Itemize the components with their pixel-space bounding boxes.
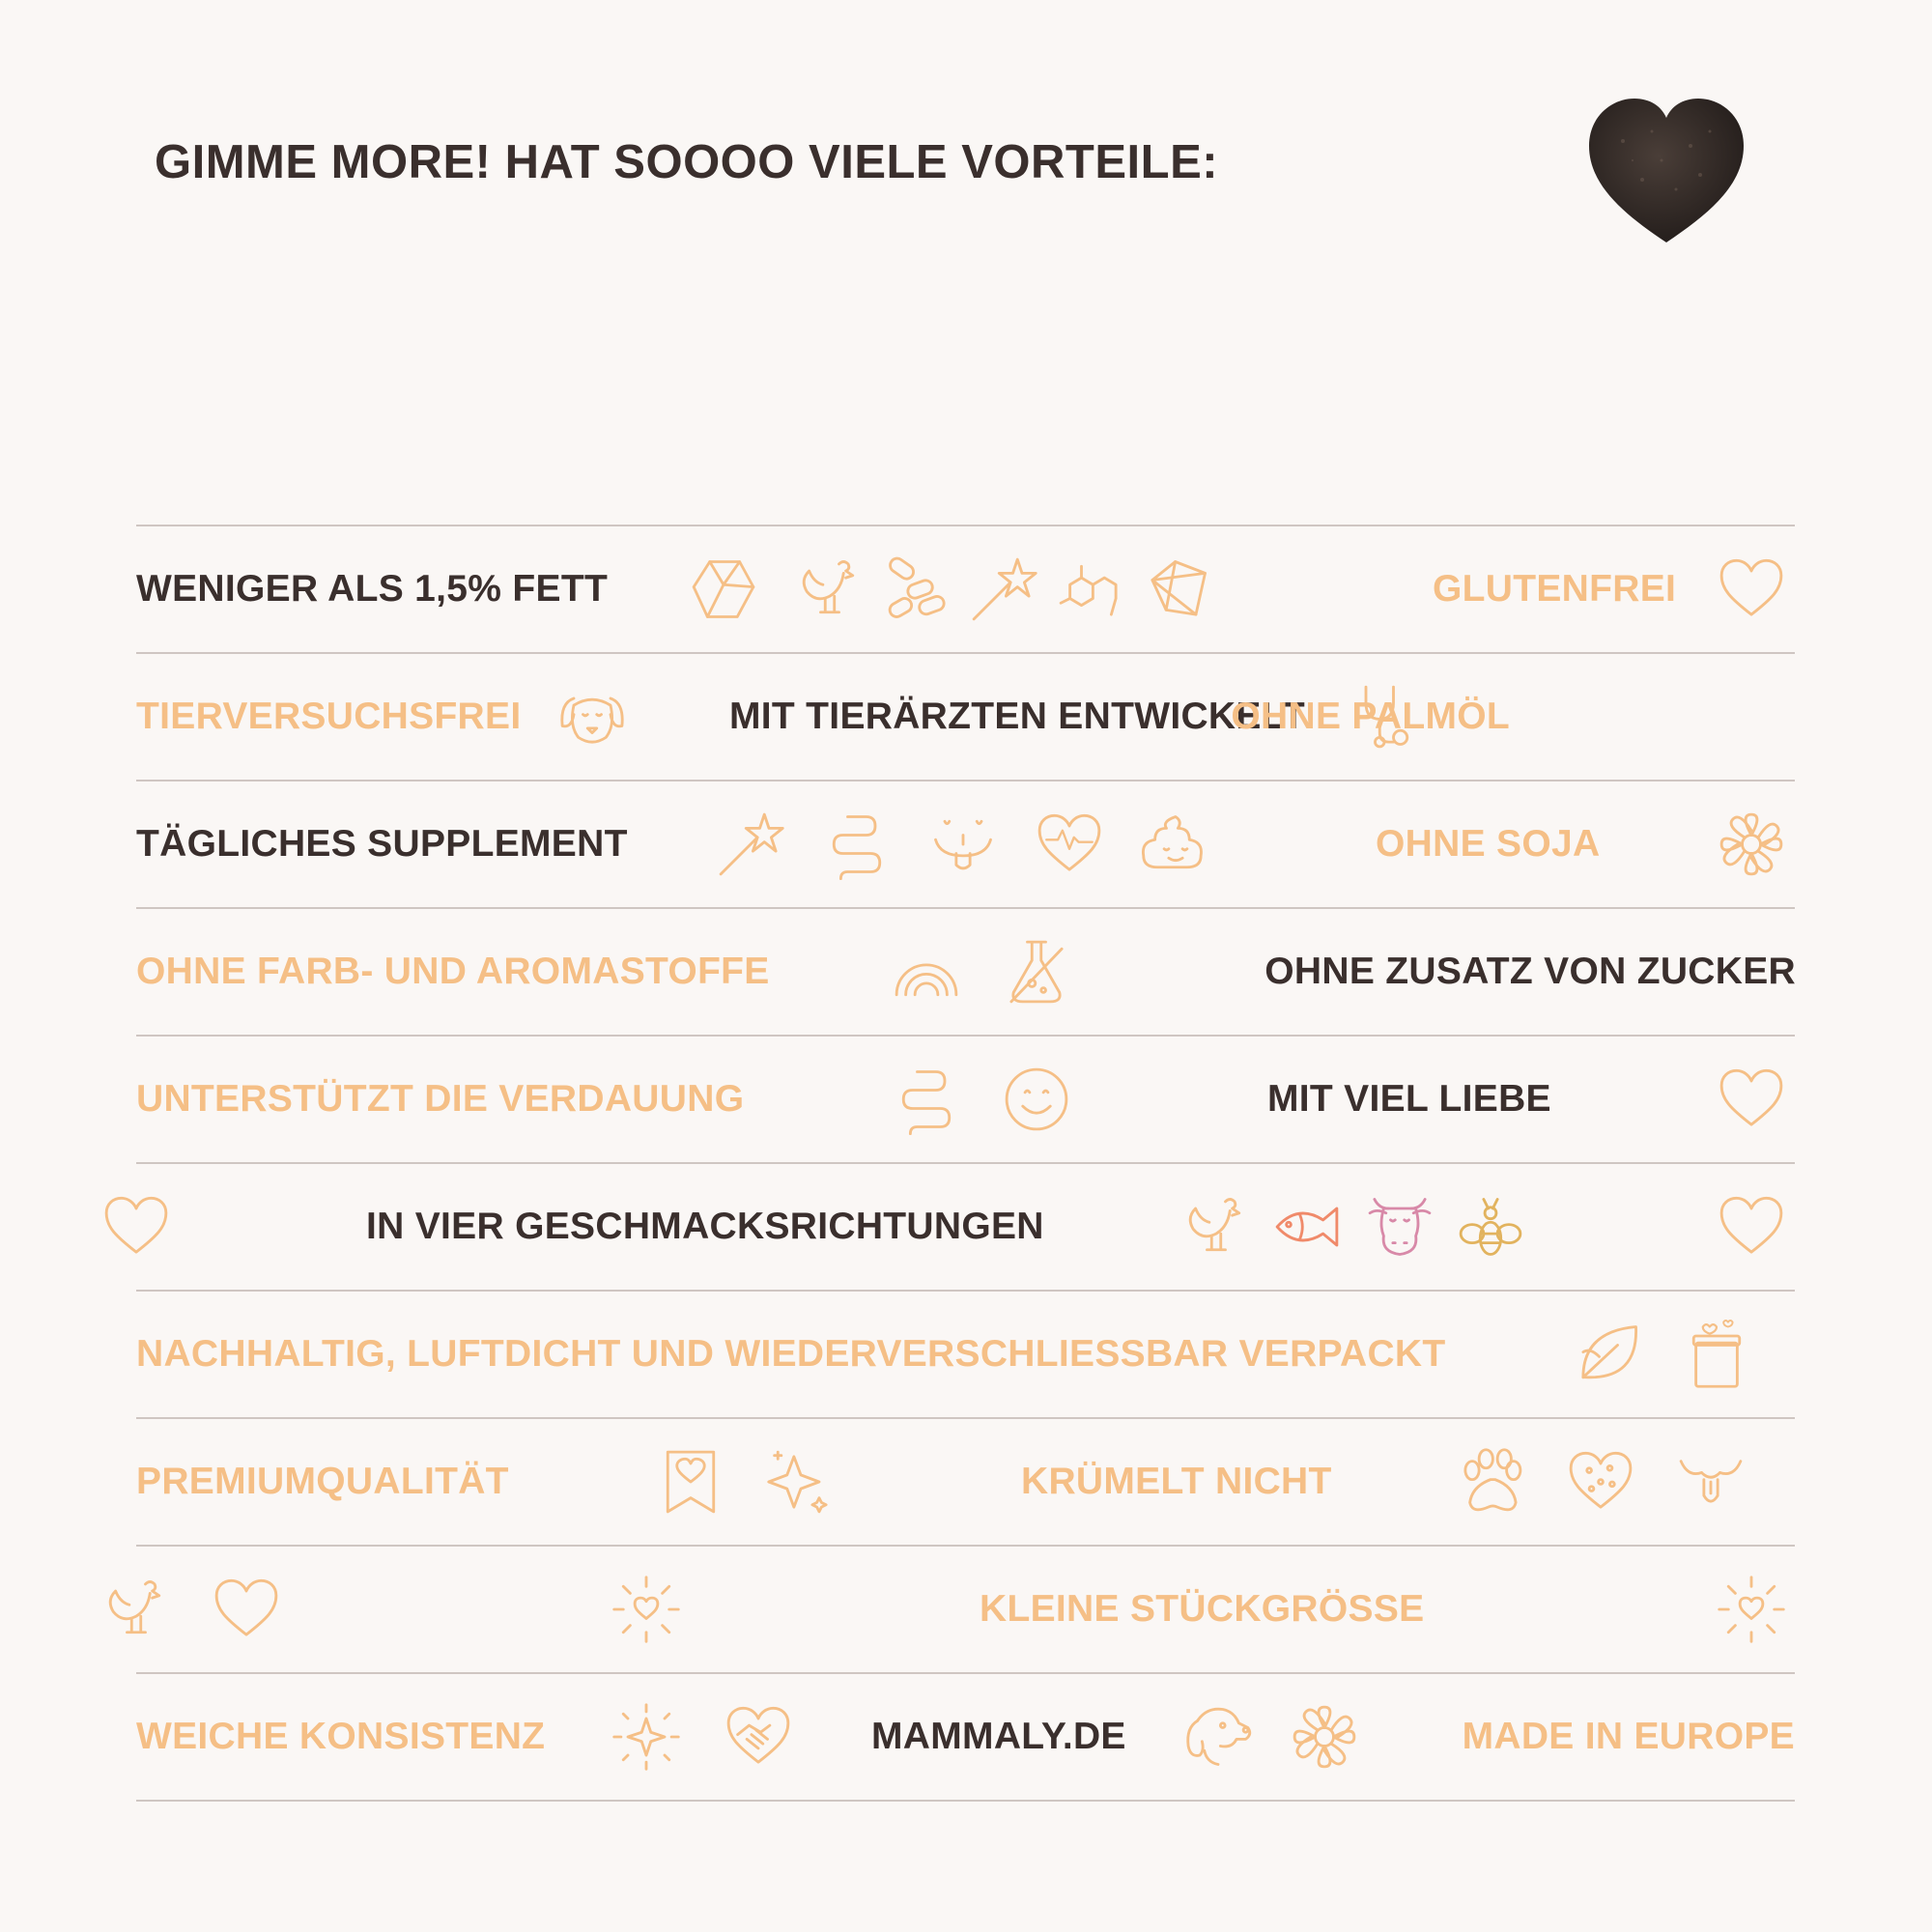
heart-icon — [1715, 553, 1788, 626]
benefit-label: WENIGER ALS 1,5% FETT — [136, 568, 609, 610]
dog-head-icon — [1181, 1700, 1255, 1774]
fish-icon — [1270, 1190, 1344, 1264]
rooster-icon — [793, 553, 867, 626]
rooster-icon — [99, 1573, 173, 1646]
magic-wand-icon — [714, 808, 787, 881]
bee-icon — [1454, 1190, 1527, 1264]
row-divider — [136, 1800, 1795, 1802]
heart-shaped-treat — [1584, 93, 1748, 247]
molecule-icon — [1054, 553, 1127, 626]
benefit-label: MIT VIEL LIEBE — [1267, 1078, 1551, 1120]
crystal-icon — [687, 553, 760, 626]
benefit-label: TÄGLICHES SUPPLEMENT — [136, 823, 628, 865]
benefit-row — [136, 908, 1795, 1036]
benefit-label: WEICHE KONSISTENZ — [136, 1716, 546, 1757]
heart-ribbon-icon — [654, 1445, 727, 1519]
happy-poop-icon — [1139, 808, 1212, 881]
benefit-row — [136, 1291, 1795, 1418]
benefit-label: IN VIER GESCHMACKSRICHTUNGEN — [366, 1206, 1044, 1247]
benefit-label: UNTERSTÜTZT DIE VERDAUUNG — [136, 1078, 745, 1120]
licking-face-icon — [926, 808, 1000, 881]
benefit-row — [136, 653, 1795, 781]
leaf-icon — [1572, 1318, 1645, 1391]
heart-icon — [1715, 1190, 1788, 1264]
benefit-row — [136, 1036, 1795, 1163]
cookie-heart-icon — [1564, 1445, 1637, 1519]
jar-icon — [1680, 1318, 1753, 1391]
benefit-label: MIT TIERÄRZTEN ENTWICKELT — [729, 696, 1306, 737]
shining-heart-icon — [610, 1573, 683, 1646]
rooster-icon — [1179, 1190, 1253, 1264]
benefit-label: KLEINE STÜCKGRÖSSE — [980, 1588, 1425, 1630]
benefit-label: GLUTENFREI — [1433, 568, 1677, 610]
benefit-label: OHNE ZUSATZ VON ZUCKER — [1264, 951, 1796, 992]
heartbeat-icon — [1033, 808, 1106, 881]
dog-tongue-icon — [1674, 1445, 1747, 1519]
heart-icon — [1715, 1063, 1788, 1136]
benefit-row — [136, 1546, 1795, 1673]
flower-icon — [1715, 808, 1788, 881]
intestine-icon — [890, 1063, 963, 1136]
benefit-label: OHNE FARB- UND AROMASTOFFE — [136, 951, 770, 992]
shining-heart-icon — [1715, 1573, 1788, 1646]
rainbow-icon — [890, 935, 963, 1009]
benefit-label: KRÜMELT NICHT — [1021, 1461, 1332, 1502]
page-title: GIMME MORE! HAT SOOOO VIELE VORTEILE: — [155, 136, 1219, 188]
sparkle-burst-icon — [610, 1700, 683, 1774]
sparkle-icon — [764, 1445, 838, 1519]
dog-face-icon — [555, 680, 629, 753]
heart-icon — [210, 1573, 283, 1646]
benefit-label: MAMMALY.DE — [871, 1716, 1126, 1757]
benefit-row — [136, 1673, 1795, 1801]
benefit-row — [136, 781, 1795, 908]
benefit-row — [136, 1418, 1795, 1546]
paw-icon — [1454, 1445, 1527, 1519]
benefit-row — [136, 526, 1795, 653]
intestine-icon — [820, 808, 894, 881]
benefit-label: OHNE SOJA — [1376, 823, 1601, 865]
benefit-label: OHNE PALMÖL — [1231, 696, 1510, 737]
handshake-heart-icon — [722, 1700, 795, 1774]
cow-icon — [1363, 1190, 1436, 1264]
benefit-row — [136, 1163, 1795, 1291]
gem-icon — [1141, 553, 1214, 626]
flower-icon — [1288, 1700, 1361, 1774]
capsules-icon — [880, 553, 953, 626]
heart-icon — [99, 1190, 173, 1264]
no-chemicals-flask-icon — [1000, 935, 1073, 1009]
smiley-icon — [1000, 1063, 1073, 1136]
magic-wand-icon — [967, 553, 1040, 626]
benefit-label: MADE IN EUROPE — [1462, 1716, 1795, 1757]
benefit-label: TIERVERSUCHSFREI — [136, 696, 522, 737]
benefit-label: PREMIUMQUALITÄT — [136, 1461, 509, 1502]
benefit-label: NACHHALTIG, LUFTDICHT UND WIEDERVERSCHLIESSBAR VERPACKT — [136, 1333, 1446, 1375]
